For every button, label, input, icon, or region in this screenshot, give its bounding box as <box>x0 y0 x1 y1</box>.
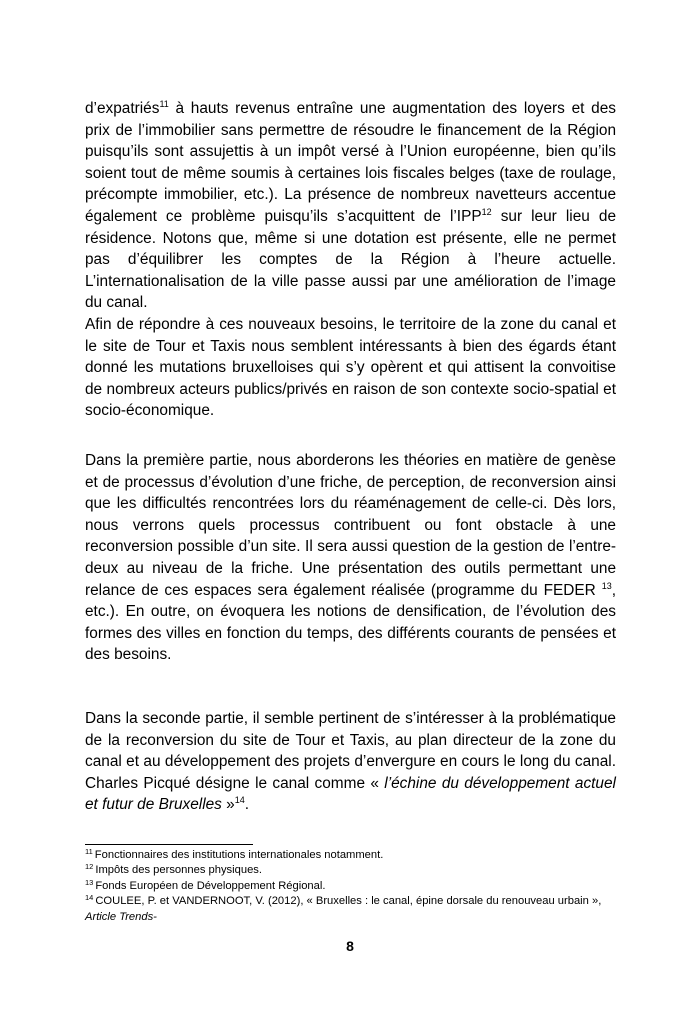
page-number: 8 <box>346 938 354 954</box>
footnote-separator <box>85 844 253 845</box>
footnote-12 <box>85 863 605 878</box>
body-paragraph-2 <box>85 450 616 666</box>
footnotes-list <box>85 848 605 925</box>
footnote-13 <box>85 879 605 894</box>
footnote-11 <box>85 848 605 863</box>
footnote-ref-14[interactable]: 14 <box>234 795 245 806</box>
footnote-source: Article Trends- <box>85 910 157 923</box>
footnote-text: Fonctionnaires des institutions internationales notamment. <box>94 849 384 861</box>
footnote-ref-12[interactable]: 12 <box>481 206 492 217</box>
p2-text-a: Dans la première partie, nous aborderons les théories en matière de genèse et de processus d’évolution d’une friche, de perception, de reconversion ainsi que les difficultés rencontrées lors du réaménagement de celle-ci. Dès lors, nous verrons quels processus contribuent ou font obstacle à une reconversion possible d’un site. Il sera aussi question de la gestion de l’entre-deux au niveau de la friche. Une présentation des outils permettant une relance de ces espaces sera également réalisée (programme du FEDER <box>85 452 616 599</box>
p1-text-c: sur leur lieu de résidence. Notons que, même si une dotation est présente, elle ne permet pas d’équilibrer les comptes de la Région à l’heure actuelle. L’internationalisation de la ville passe aussi par une amélioration de l’image du canal. <box>85 207 616 312</box>
body-paragraph-3 <box>85 708 616 816</box>
footnote-number: 14 <box>85 893 94 903</box>
p2-text-b: , etc.). En outre, on évoquera les notions de densification, de l’évolution des formes des villes en fonction du temps, des différents courants de pensées et des besoins. <box>85 581 616 664</box>
p3-text-a: Dans la seconde partie, il semble pertinent de s’intéresser à la problématique de la reconversion du site de Tour et Taxis, au plan directeur de la zone du canal et au développement des projets d’envergure en cours le long du canal. Charles Picqué désigne le canal comme « <box>85 710 616 792</box>
footnote-number: 13 <box>85 877 94 887</box>
footnote-text: Fonds Européen de Développement Régional. <box>95 879 326 892</box>
p3-text-c: . <box>244 796 250 814</box>
body-paragraph-1 <box>85 98 616 422</box>
footnote-ref-11[interactable]: 11 <box>159 99 169 109</box>
p1-text-d: Afin de répondre à ces nouveaux besoins, le territoire de la zone du canal et le site de Tour et Taxis nous semblent intéressants à bien des égards étant donné les mutations bruxelloises qui s’y opèrent et qui attisent la convoitise de nombreux acteurs publics/privés en raison de son contexte socio-spatial et socio-économique. <box>85 315 616 420</box>
p1-text-b: à hauts revenus entraîne une augmentation des loyers et des prix de l’immobilier sans permettre de résoudre le financement de la Région puisqu’ils sont assujettis à un impôt versé à l’Union européenne, bien qu’ils soient tout de même soumis à certaines lois fiscales belges (taxe de roulage, précompte immobilier, etc.). La présence de nombreux navetteurs accentue également ce problème puisqu’ils s’acquittent de l’IPP <box>85 100 616 225</box>
footnote-14 <box>85 894 605 925</box>
p1-text-a: d’expatriés <box>85 100 160 117</box>
footnote-text: Impôts des personnes physiques. <box>95 864 263 877</box>
footnote-number: 11 <box>85 847 93 856</box>
footnote-number: 12 <box>85 862 94 872</box>
footnote-text: COULEE, P. et VANDERNOOT, V. (2012), « Bruxelles : le canal, épine dorsale du renouveau urbain », <box>95 895 602 908</box>
p3-text-b: » <box>221 796 235 814</box>
picque-quote: l’échine du développement actuel et futur de Bruxelles <box>85 774 616 814</box>
footnote-ref-13[interactable]: 13 <box>601 580 612 591</box>
